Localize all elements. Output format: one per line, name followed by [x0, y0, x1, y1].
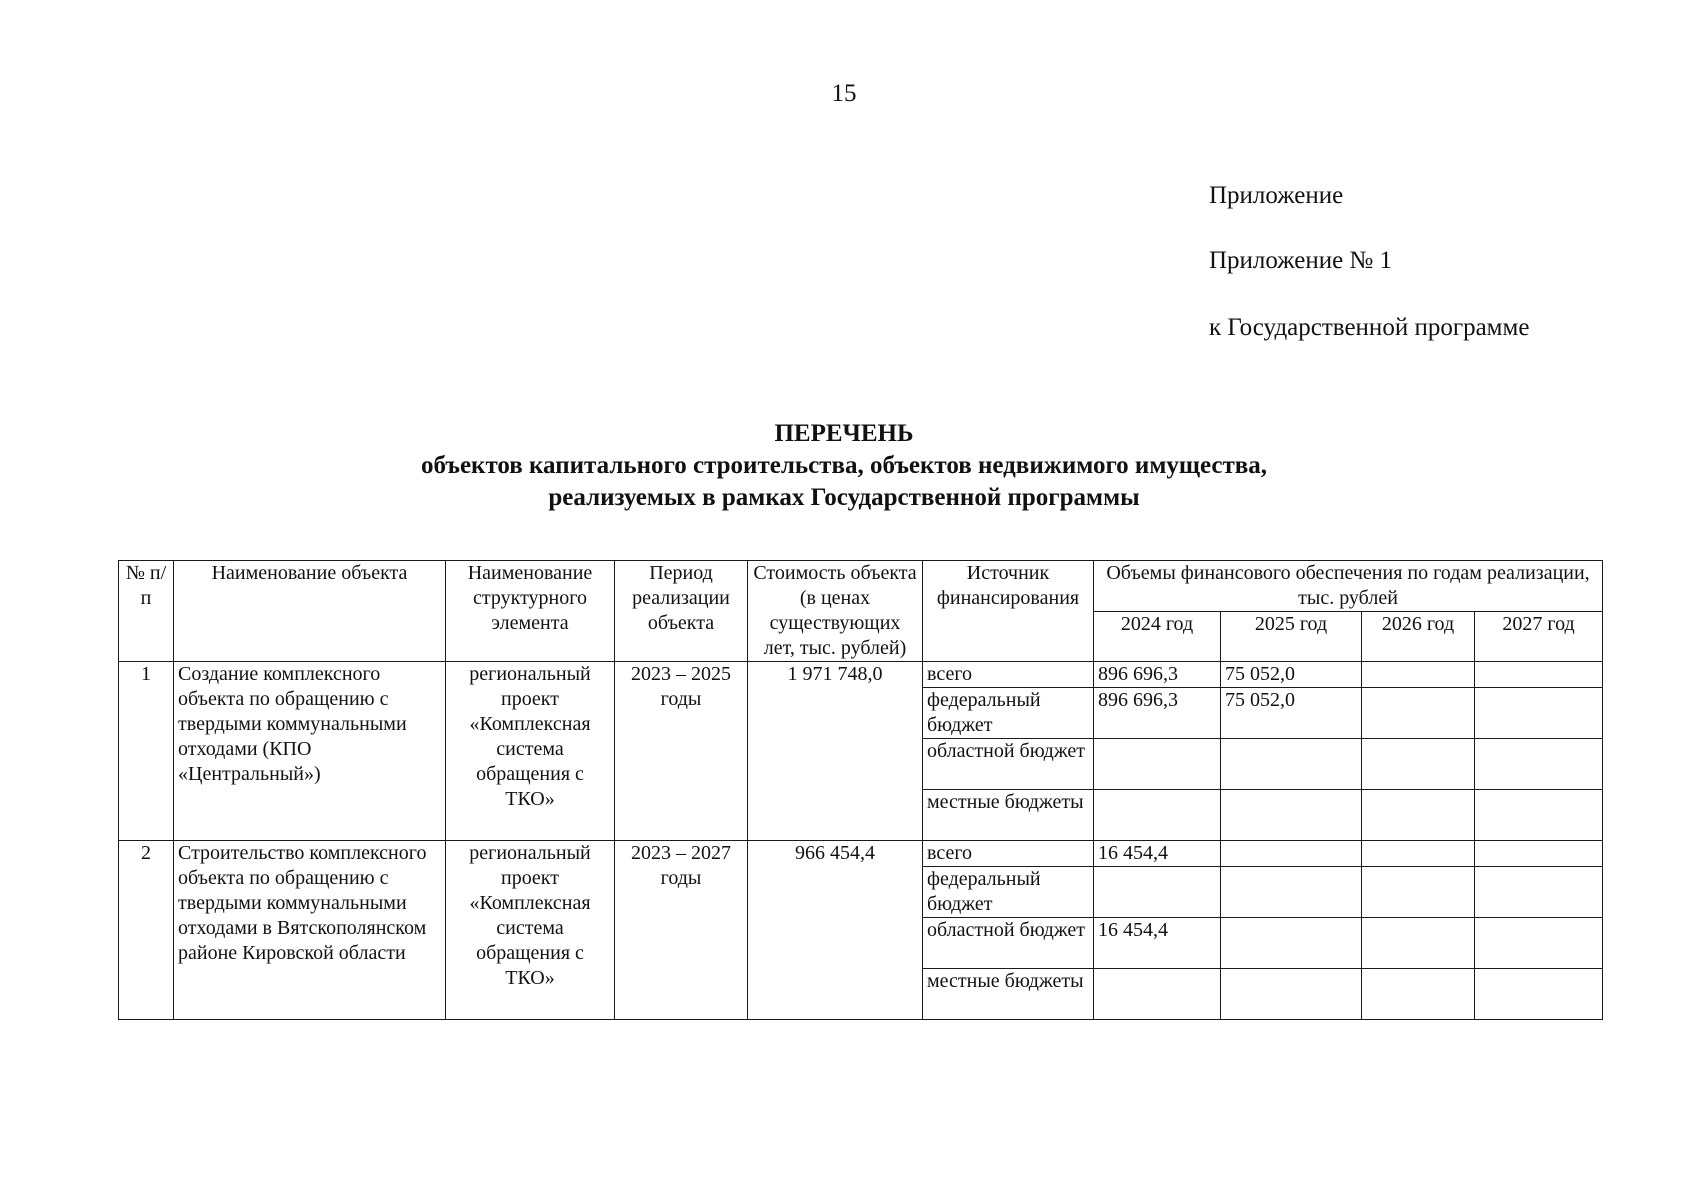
funding-value — [1221, 918, 1362, 969]
funding-value — [1362, 739, 1475, 790]
funding-value — [1362, 918, 1475, 969]
header-year: 2027 год — [1475, 612, 1603, 662]
funding-value — [1362, 790, 1475, 841]
funding-value — [1221, 790, 1362, 841]
funding-value — [1475, 867, 1603, 918]
funding-value: 16 454,4 — [1094, 841, 1221, 867]
funding-value — [1094, 790, 1221, 841]
funding-value: 75 052,0 — [1221, 662, 1362, 688]
title-line-3: реализуемых в рамках Государственной программы — [548, 484, 1140, 511]
page-number: 15 — [831, 80, 857, 107]
funding-source: местные бюджеты — [923, 790, 1094, 841]
funding-value — [1094, 969, 1221, 1020]
funding-value — [1221, 739, 1362, 790]
title-line-1: ПЕРЕЧЕНЬ — [774, 420, 914, 447]
header-element: Наименование структурного элемента — [446, 561, 615, 662]
funding-value: 75 052,0 — [1221, 688, 1362, 739]
object-cost: 966 454,4 — [748, 841, 923, 1020]
funding-value — [1362, 662, 1475, 688]
table-header-row — [119, 561, 1603, 612]
funding-value — [1475, 662, 1603, 688]
structural-element: региональный проект «Комплексная система обращения с ТКО» — [446, 841, 615, 1020]
funding-value — [1362, 969, 1475, 1020]
implementation-period: 2023 – 2027 годы — [615, 841, 748, 1020]
header-year: 2025 год — [1221, 612, 1362, 662]
appendix-label: Приложение — [1209, 182, 1344, 209]
funding-value: 896 696,3 — [1094, 662, 1221, 688]
funding-value — [1094, 739, 1221, 790]
funding-value — [1221, 969, 1362, 1020]
header-period: Период реализации объекта — [615, 561, 748, 662]
object-name: Создание комплексного объекта по обращению с твердыми коммунальными отходами (КПО «Центральный») — [174, 662, 446, 841]
header-year: 2026 год — [1362, 612, 1475, 662]
funding-value — [1094, 867, 1221, 918]
funding-value — [1475, 739, 1603, 790]
funding-source: областной бюджет — [923, 739, 1094, 790]
object-name: Строительство комплексного объекта по обращению с твердыми коммунальными отходами в Вятскополянском районе Кировской области — [174, 841, 446, 1020]
object-cost: 1 971 748,0 — [748, 662, 923, 841]
funding-value — [1221, 841, 1362, 867]
header-year: 2024 год — [1094, 612, 1221, 662]
funding-source: всего — [923, 662, 1094, 688]
row-num: 1 — [119, 662, 174, 841]
funding-value — [1475, 841, 1603, 867]
funding-value — [1362, 841, 1475, 867]
objects-table — [118, 560, 1603, 1020]
structural-element: региональный проект «Комплексная система обращения с ТКО» — [446, 662, 615, 841]
funding-source: всего — [923, 841, 1094, 867]
funding-value — [1475, 790, 1603, 841]
funding-value — [1362, 688, 1475, 739]
header-name: Наименование объекта — [174, 561, 446, 662]
funding-source: местные бюджеты — [923, 969, 1094, 1020]
header-volumes: Объемы финансового обеспечения по годам реализации, тыс. рублей — [1094, 561, 1603, 612]
header-cost: Стоимость объекта (в ценах существующих лет, тыс. рублей) — [748, 561, 923, 662]
title-line-2: объектов капитального строительства, объектов недвижимого имущества, — [421, 452, 1267, 479]
funding-source: федеральный бюджет — [923, 867, 1094, 918]
funding-source: областной бюджет — [923, 918, 1094, 969]
header-num: № п/п — [119, 561, 174, 662]
funding-value: 16 454,4 — [1094, 918, 1221, 969]
funding-source: федеральный бюджет — [923, 688, 1094, 739]
funding-value — [1475, 688, 1603, 739]
document-title — [0, 418, 1688, 514]
funding-value: 896 696,3 — [1094, 688, 1221, 739]
row-num: 2 — [119, 841, 174, 1020]
table-row — [119, 841, 1603, 867]
funding-value — [1475, 918, 1603, 969]
implementation-period: 2023 – 2025 годы — [615, 662, 748, 841]
funding-value — [1362, 867, 1475, 918]
header-source: Источник финансирования — [923, 561, 1094, 662]
funding-value — [1475, 969, 1603, 1020]
appendix-number: Приложение № 1 — [1209, 247, 1393, 274]
funding-value — [1221, 867, 1362, 918]
appendix-reference: к Государственной программе — [1209, 314, 1530, 341]
table-row — [119, 662, 1603, 688]
